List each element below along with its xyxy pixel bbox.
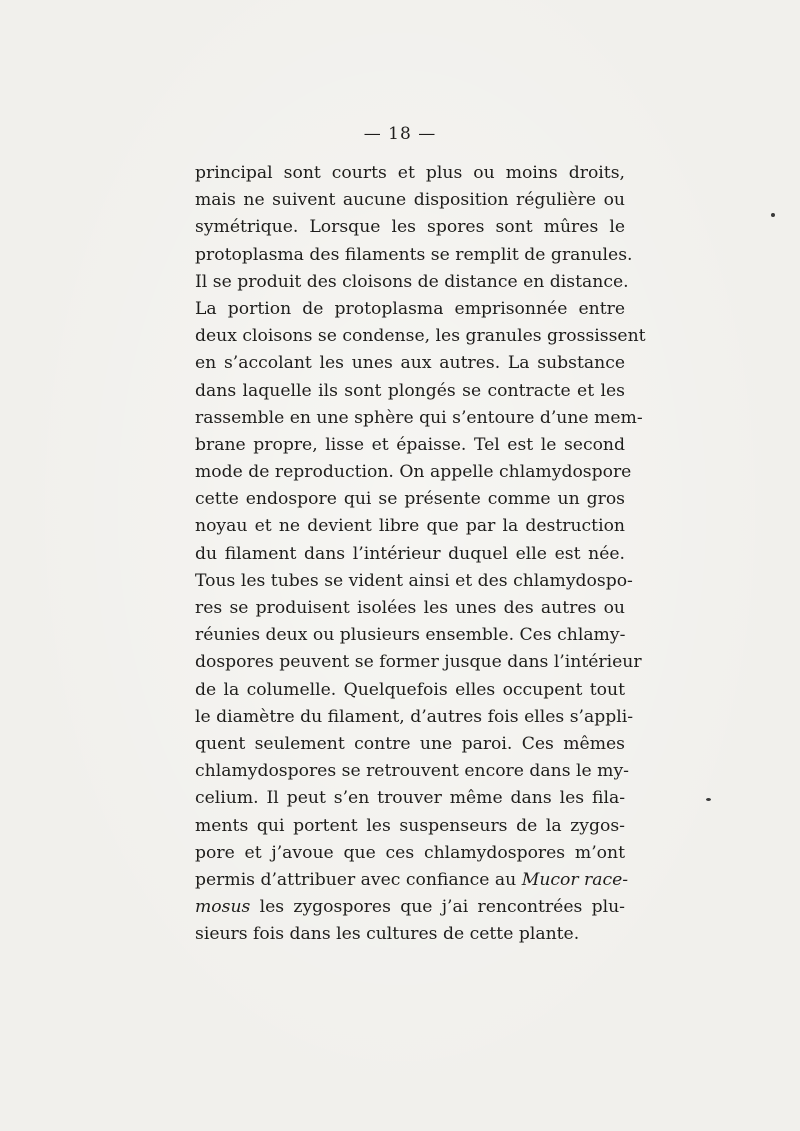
body-text xyxy=(195,160,646,948)
text-line: La portion de protoplasma emprisonnée entre xyxy=(195,298,625,319)
paper-speck xyxy=(771,213,775,217)
text-line: du filament dans l’intérieur duquel elle est née. xyxy=(195,543,625,564)
text-line: cette endospore qui se présente comme un gros xyxy=(195,489,625,510)
text-line: ments qui portent les suspenseurs de la zygos- xyxy=(195,815,625,836)
text-line xyxy=(195,867,629,894)
italic-species-name: mosus xyxy=(195,897,251,918)
text-line: réunies deux ou plusieurs ensemble. Ces chlamy- xyxy=(195,625,626,646)
text-line: le diamètre du filament, d’autres fois elles s’appli- xyxy=(195,706,634,727)
text-line: pore et j’avoue que ces chlamydospores m’ont xyxy=(195,842,625,863)
text-line-last: sieurs fois dans les cultures de cette plante. xyxy=(195,924,580,945)
text-line: quent seulement contre une paroi. Ces mêmes xyxy=(195,733,625,754)
text-line: dans laquelle ils sont plongés se contracte et les xyxy=(195,380,625,401)
text-run: permis d’attribuer avec confiance au xyxy=(195,869,522,890)
page-number: — 18 — xyxy=(363,124,437,144)
text-line: chlamydospores se retrouvent encore dans le my- xyxy=(195,761,629,782)
text-line: rassemble en une sphère qui s’entoure d’une mem- xyxy=(195,407,643,428)
text-line xyxy=(195,894,625,921)
text-line: noyau et ne devient libre que par la destruction xyxy=(195,516,625,537)
text-line: res se produisent isolées les unes des autres ou xyxy=(195,598,625,618)
text-line: celium. Il peut s’en trouver même dans les fila- xyxy=(195,788,625,809)
text-line: brane propre, lisse et épaisse. Tel est le second xyxy=(195,434,625,455)
text-line: Tous les tubes se vident ainsi et des chlamydospo- xyxy=(195,570,633,591)
italic-species-name: Mucor race- xyxy=(521,869,629,890)
text-line: protoplasma des filaments se remplit de granules. xyxy=(195,244,633,265)
text-line: symétrique. Lorsque les spores sont mûres le xyxy=(195,217,625,238)
text-run: les zygospores que j’ai rencontrées plu- xyxy=(250,897,625,918)
text-line: Il se produit des cloisons de distance en distance. xyxy=(195,271,629,292)
text-line: mode de reproduction. On appelle chlamydospore xyxy=(195,462,632,483)
text-line: de la columelle. Quelquefois elles occupent tout xyxy=(195,679,625,700)
paper-speck xyxy=(706,798,711,801)
text-line: mais ne suivent aucune disposition régulière ou xyxy=(195,190,625,211)
text-line: dospores peuvent se former jusque dans l’intérieur xyxy=(195,652,642,673)
text-line: en s’accolant les unes aux autres. La substance xyxy=(195,353,625,374)
text-line: deux cloisons se condense, les granules grossissent xyxy=(195,326,646,347)
text-line: principal sont courts et plus ou moins droits, xyxy=(195,163,625,183)
